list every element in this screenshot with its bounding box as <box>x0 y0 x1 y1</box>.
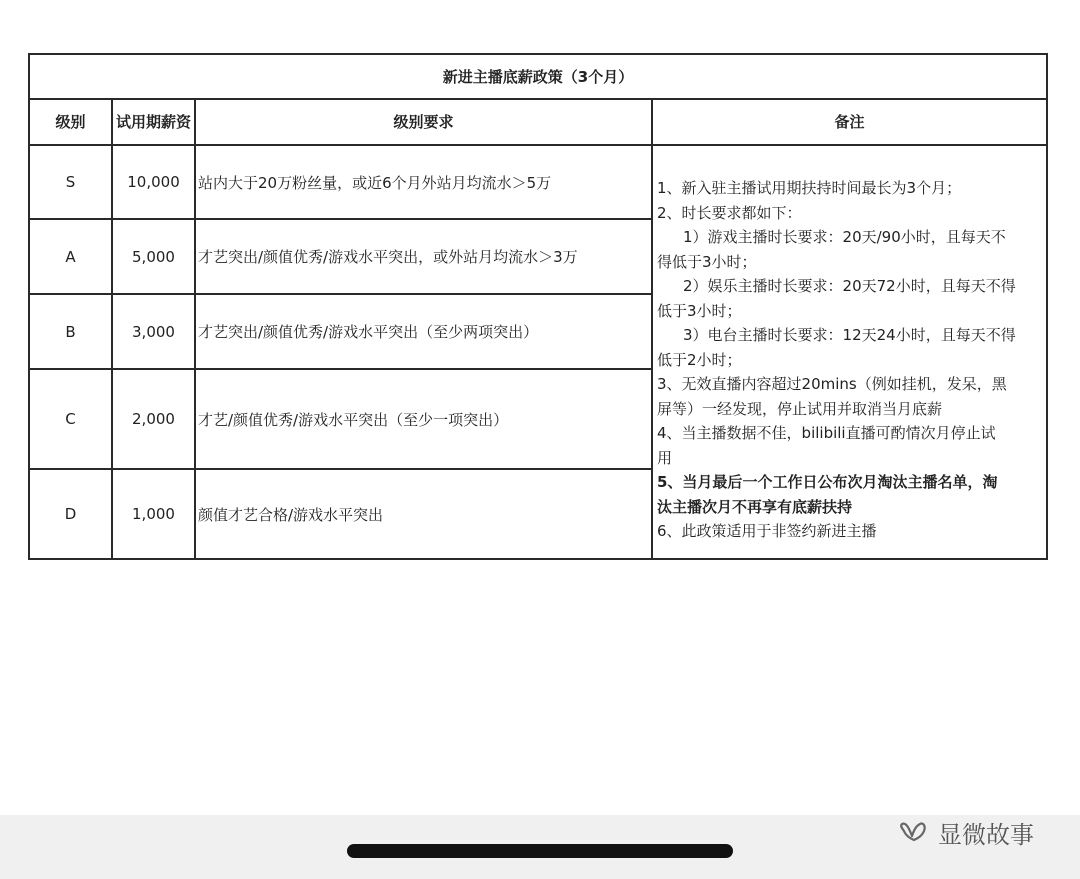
header-level: 级别 <box>29 99 112 145</box>
note-line: 得低于3小时； <box>657 252 757 271</box>
table-title: 新进主播底薪政策（3个月） <box>29 54 1047 99</box>
note-line: 低于3小时； <box>657 301 742 320</box>
level-cell: A <box>29 219 112 294</box>
level-cell: B <box>29 294 112 369</box>
level-cell: C <box>29 369 112 469</box>
note-line: 用 <box>657 448 673 467</box>
salary-policy-table <box>28 53 1048 560</box>
watermark <box>898 814 1034 850</box>
note-line: 2）娱乐主播时长要求：20天72小时，且每天不得 <box>683 277 1016 295</box>
salary-cell: 3,000 <box>112 294 195 369</box>
requirement-cell: 站内大于20万粉丝量，或近6个月外站月均流水＞5万 <box>195 145 652 219</box>
notes-cell <box>652 145 1047 559</box>
header-salary: 试用期薪资 <box>112 99 195 145</box>
watermark-text: 显微故事 <box>938 820 1034 849</box>
requirement-cell: 才艺突出/颜值优秀/游戏水平突出，或外站月均流水＞3万 <box>195 219 652 294</box>
table-row <box>29 145 1047 219</box>
note-line: 3、无效直播内容超过20mins（例如挂机，发呆，黑 <box>657 375 1007 393</box>
salary-cell: 2,000 <box>112 369 195 469</box>
note-line: 6、此政策适用于非签约新进主播 <box>657 522 877 540</box>
requirement-cell: 才艺突出/颜值优秀/游戏水平突出（至少两项突出） <box>195 294 652 369</box>
note-line: 低于2小时； <box>657 350 742 369</box>
level-cell: D <box>29 469 112 559</box>
header-notes: 备注 <box>652 99 1047 145</box>
home-indicator[interactable] <box>347 844 733 858</box>
requirement-cell: 颜值才艺合格/游戏水平突出 <box>195 469 652 559</box>
note-line: 1）游戏主播时长要求：20天/90小时，且每天不 <box>683 228 1006 246</box>
level-cell: S <box>29 145 112 219</box>
note-line: 4、当主播数据不佳，bilibili直播可酌情次月停止试 <box>657 424 996 442</box>
header-requirement: 级别要求 <box>195 99 652 145</box>
note-line: 3）电台主播时长要求：12天24小时，且每天不得 <box>683 326 1016 344</box>
wechat-channel-icon <box>898 818 930 846</box>
requirement-cell: 才艺/颜值优秀/游戏水平突出（至少一项突出） <box>195 369 652 469</box>
salary-cell: 1,000 <box>112 469 195 559</box>
note-line: 1、新入驻主播试用期扶持时间最长为3个月； <box>657 179 962 197</box>
note-line: 2、时长要求都如下： <box>657 203 802 222</box>
salary-cell: 10,000 <box>112 145 195 219</box>
note-line: 汰主播次月不再享有底薪扶持 <box>657 497 853 516</box>
note-line: 屏等）一经发现，停止试用并取消当月底薪 <box>657 399 943 418</box>
salary-cell: 5,000 <box>112 219 195 294</box>
note-line: 5、当月最后一个工作日公布次月淘汰主播名单，淘 <box>657 473 998 491</box>
